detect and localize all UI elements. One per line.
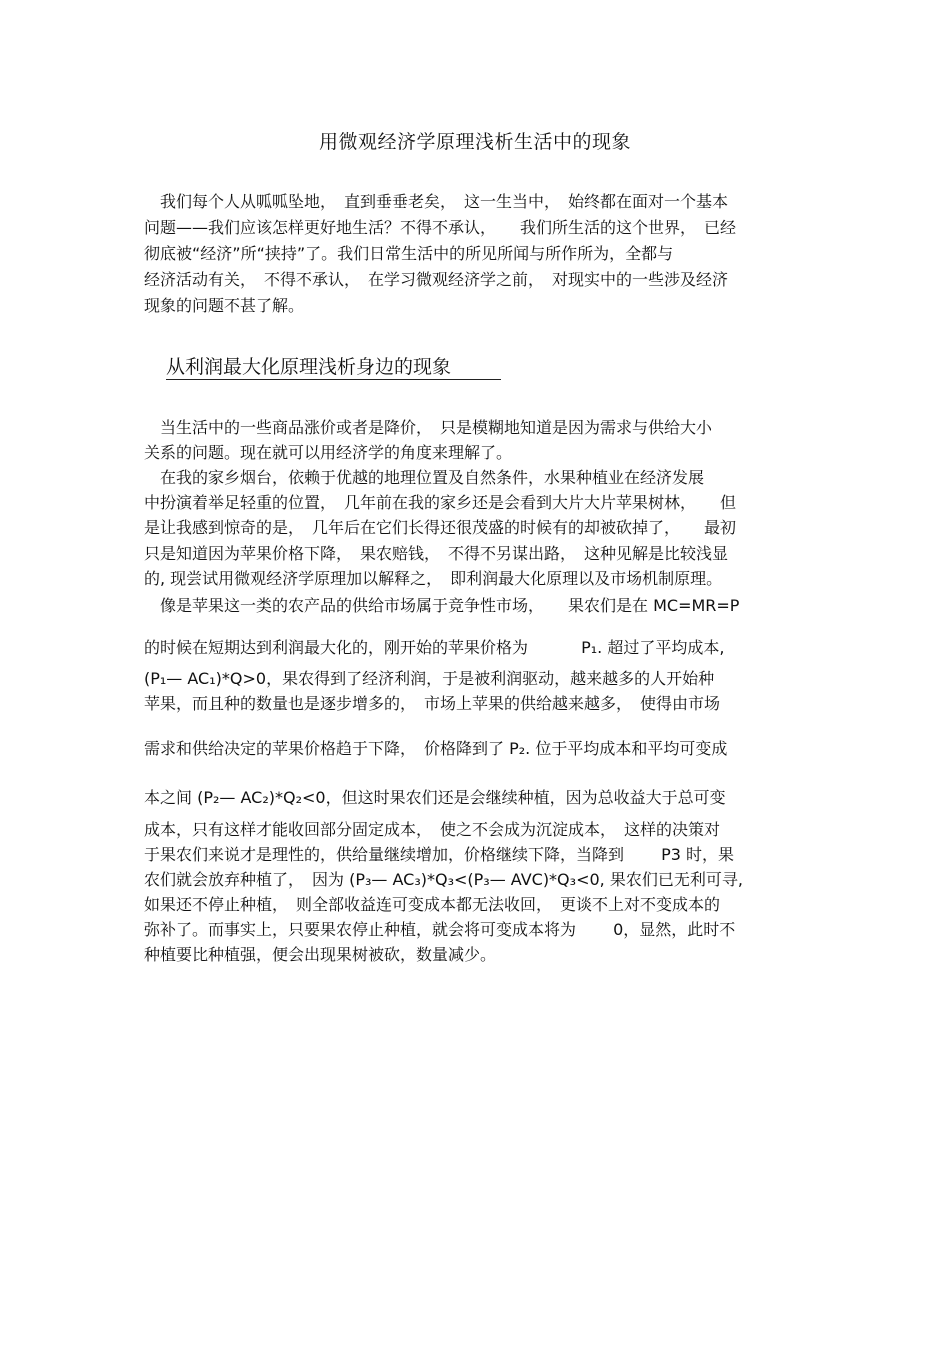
paragraph-line: 弥补了。而事实上，只要果农停止种植，就会将可变成本将为 0，显然，此时不	[144, 920, 736, 939]
paragraph-line: 彻底被“经济”所“挟持”了。我们日常生活中的所见所闻与所作所为，全都与	[144, 244, 674, 263]
paragraph-line: 的, 现尝试用微观经济学原理加以解释之， 即利润最大化原理以及市场机制原理。	[144, 569, 723, 588]
paragraph-line: (P₁— AC₁)*Q>0，果农得到了经济利润，于是被利润驱动，越来越多的人开始种	[144, 669, 715, 688]
paragraph-line: 经济活动有关， 不得不承认， 在学习微观经济学之前， 对现实中的一些涉及经济	[144, 270, 729, 289]
paragraph-line: 的时候在短期达到利润最大化的，刚开始的苹果价格为 P₁. 超过了平均成本,	[144, 638, 725, 657]
paragraph-line: 在我的家乡烟台，依赖于优越的地理位置及自然条件，水果种植业在经济发展	[144, 468, 705, 487]
paragraph-line: 问题——我们应该怎样更好地生活？不得不承认， 我们所生活的这个世界， 已经	[144, 218, 737, 237]
paragraph-line: 中扮演着举足轻重的位置， 几年前在我的家乡还是会看到大片大片苹果树林， 但	[144, 493, 737, 512]
paragraph-line: 我们每个人从呱呱坠地， 直到垂垂老矣， 这一生当中， 始终都在面对一个基本	[144, 192, 729, 211]
paragraph-line: 现象的问题不甚了解。	[144, 296, 305, 315]
paragraph-line: 于果农们来说才是理性的，供给量继续增加，价格继续下降，当降到 P3 时，果	[144, 845, 735, 864]
paragraph-line: 是让我感到惊奇的是， 几年后在它们长得还很茂盛的时候有的却被砍掉了， 最初	[144, 518, 737, 537]
paragraph-line: 关系的问题。现在就可以用经济学的角度来理解了。	[144, 443, 513, 462]
paragraph-line: 如果还不停止种植， 则全部收益连可变成本都无法收回， 更谈不上对不变成本的	[144, 895, 721, 914]
paragraph-line: 需求和供给决定的苹果价格趋于下降， 价格降到了 P₂. 位于平均成本和平均可变成	[144, 739, 728, 758]
paragraph-line: 苹果，而且种的数量也是逐步增多的， 市场上苹果的供给越来越多， 使得由市场	[144, 694, 721, 713]
paragraph-line: 农们就会放弃种植了， 因为 (P₃— AC₃)*Q₃<(P₃— AVC)*Q₃<0, 果农们已无利可寻,	[144, 870, 743, 889]
page-title: 用微观经济学原理浅析生活中的现象	[318, 131, 631, 153]
paragraph-line: 本之间 (P₂— AC₂)*Q₂<0，但这时果农们还是会继续种植，因为总收益大于总可变	[144, 788, 726, 807]
paragraph-line: 像是苹果这一类的农产品的供给市场属于竞争性市场， 果农们是在 MC=MR=P	[144, 596, 740, 615]
section-heading: 从利润最大化原理浅析身边的现象	[166, 356, 452, 378]
paragraph-line: 种植要比种植强，便会出现果树被砍，数量减少。	[144, 945, 497, 964]
paragraph-line: 当生活中的一些商品涨价或者是降价， 只是模糊地知道是因为需求与供给大小	[144, 418, 713, 437]
section-underline	[166, 379, 501, 380]
paragraph-line: 成本，只有这样才能收回部分固定成本， 使之不会成为沉淀成本， 这样的决策对	[144, 820, 721, 839]
paragraph-line: 只是知道因为苹果价格下降， 果农赔钱， 不得不另谋出路， 这种见解是比较浅显	[144, 544, 729, 563]
